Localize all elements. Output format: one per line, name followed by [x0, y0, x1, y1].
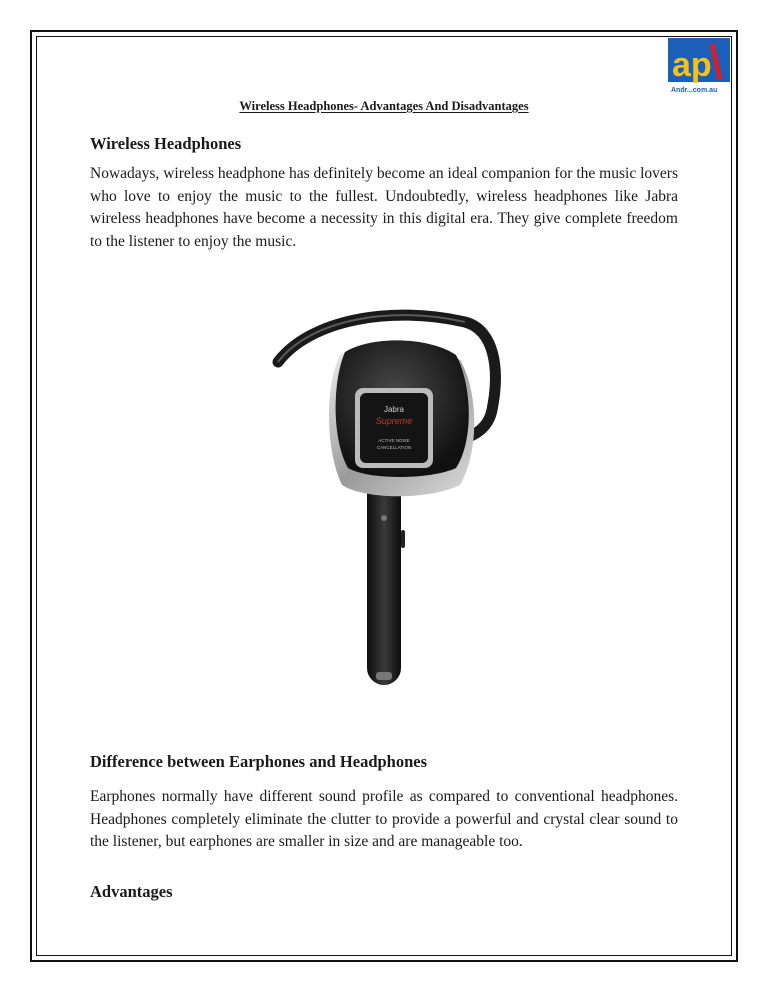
company-logo: [668, 38, 730, 96]
feature-label-2: CANCELLATION: [376, 445, 412, 450]
model-label: Supreme: [375, 416, 413, 426]
microphone-boom: [367, 475, 401, 685]
document-title: Wireless Headphones- Advantages And Disadvantages: [239, 99, 529, 113]
side-button: [401, 530, 405, 548]
face-plate: [360, 393, 428, 463]
section-heading-wireless-headphones: Wireless Headphones: [90, 134, 242, 153]
headset-product-image: [270, 300, 505, 695]
section-heading-advantages: Advantages: [90, 882, 173, 901]
section-heading-difference: Difference between Earphones and Headphones: [90, 752, 428, 771]
logo-caption: Andr...com.au: [671, 87, 718, 94]
section-body-difference: Earphones normally have different sound profile as compared to conventional headphones. Headphones completely eliminate the clutter to provide a powerful and crystal clear sound to the listener, but earphones are smaller in size and are manageable too.: [90, 788, 678, 850]
logo-mark: ap: [672, 46, 712, 84]
mic-tip: [376, 672, 392, 680]
indicator-light: [381, 515, 387, 521]
brand-label: Jabra: [383, 405, 405, 414]
section-body-wireless-headphones: Nowadays, wireless headphone has definitely become an ideal companion for the music lovers who love to enjoy the music to the fullest. Undoubtedly, wireless headphones like Jabra wireless headphones have become a necessity in this digital era. They give complete freedom to the listener to enjoy the music.: [90, 165, 678, 250]
feature-label-1: ACTIVE NOISE: [378, 438, 410, 443]
